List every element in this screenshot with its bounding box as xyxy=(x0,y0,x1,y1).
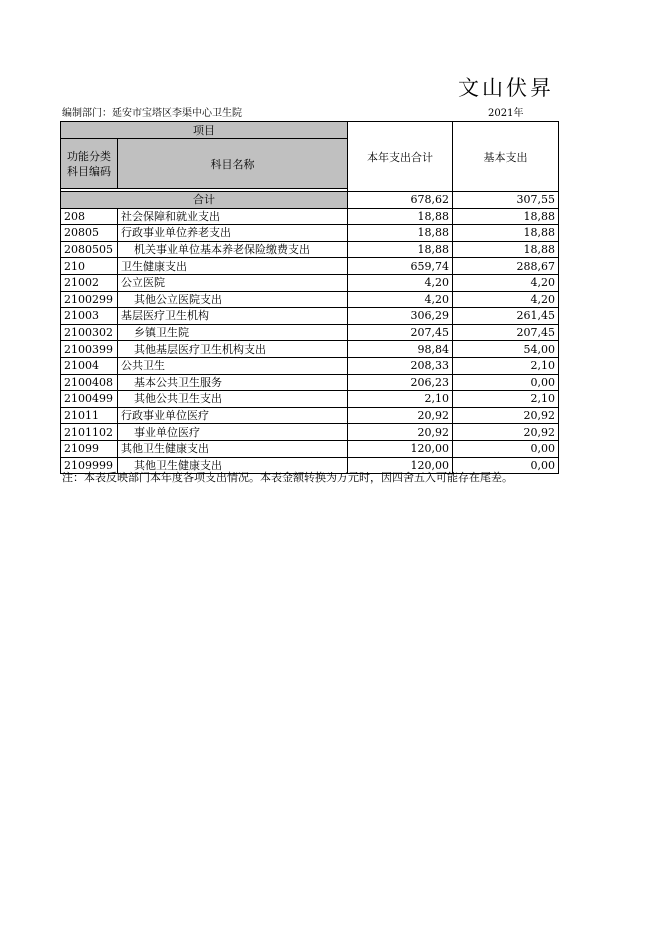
row-total: 206,23 xyxy=(348,374,453,391)
row-name: 公立医院 xyxy=(118,274,348,291)
row-total: 207,45 xyxy=(348,324,453,341)
row-code: 20805 xyxy=(61,225,118,242)
row-name: 社会保障和就业支出 xyxy=(118,208,348,225)
total-row xyxy=(61,192,559,209)
row-basic: 0,00 xyxy=(453,457,559,474)
row-basic: 54,00 xyxy=(453,341,559,358)
row-basic: 18,88 xyxy=(453,241,559,258)
row-basic: 20,92 xyxy=(453,424,559,441)
row-total: 2,10 xyxy=(348,391,453,408)
row-name: 其他公共卫生支出 xyxy=(118,391,348,408)
table-row xyxy=(61,291,559,308)
row-code: 2109999 xyxy=(61,457,118,474)
row-total: 120,00 xyxy=(348,440,453,457)
row-basic: 2,10 xyxy=(453,357,559,374)
row-basic: 2,10 xyxy=(453,391,559,408)
row-code: 21003 xyxy=(61,308,118,325)
row-code: 21011 xyxy=(61,407,118,424)
row-name: 其他卫生健康支出 xyxy=(118,440,348,457)
table-row xyxy=(61,391,559,408)
table-row xyxy=(61,241,559,258)
row-total: 208,33 xyxy=(348,357,453,374)
row-total: 18,88 xyxy=(348,241,453,258)
row-total: 18,88 xyxy=(348,208,453,225)
row-total: 98,84 xyxy=(348,341,453,358)
row-total: 4,20 xyxy=(348,291,453,308)
row-name: 公共卫生 xyxy=(118,357,348,374)
row-code: 2100499 xyxy=(61,391,118,408)
row-basic: 4,20 xyxy=(453,274,559,291)
row-code: 21004 xyxy=(61,357,118,374)
table-row xyxy=(61,341,559,358)
row-name: 其他公立医院支出 xyxy=(118,291,348,308)
header-total-expenditure: 本年支出合计 xyxy=(348,122,453,192)
table-row xyxy=(61,424,559,441)
table-row xyxy=(61,440,559,457)
row-basic: 4,20 xyxy=(453,291,559,308)
header-group-project: 项目 xyxy=(61,122,348,139)
compiling-unit: 编制部门：延安市宝塔区李渠中心卫生院 xyxy=(62,108,242,119)
table-row xyxy=(61,324,559,341)
row-code: 2100408 xyxy=(61,374,118,391)
row-name: 行政事业单位养老支出 xyxy=(118,225,348,242)
row-basic: 18,88 xyxy=(453,225,559,242)
table-row xyxy=(61,274,559,291)
row-name: 事业单位医疗 xyxy=(118,424,348,441)
row-code: 2101102 xyxy=(61,424,118,441)
row-name: 其他卫生健康支出 xyxy=(118,457,348,474)
row-name: 乡镇卫生院 xyxy=(118,324,348,341)
row-name: 机关事业单位基本养老保险缴费支出 xyxy=(118,241,348,258)
header-subject-name: 科目名称 xyxy=(118,139,348,189)
table-row xyxy=(61,258,559,275)
row-basic: 207,45 xyxy=(453,324,559,341)
row-basic: 288,67 xyxy=(453,258,559,275)
row-basic: 0,00 xyxy=(453,440,559,457)
row-total: 120,00 xyxy=(348,457,453,474)
row-total: 4,20 xyxy=(348,274,453,291)
row-total: 20,92 xyxy=(348,407,453,424)
row-total: 18,88 xyxy=(348,225,453,242)
row-total: 659,74 xyxy=(348,258,453,275)
row-code: 208 xyxy=(61,208,118,225)
row-code: 2100399 xyxy=(61,341,118,358)
row-basic: 0,00 xyxy=(453,374,559,391)
row-name: 基本公共卫生服务 xyxy=(118,374,348,391)
row-basic: 261,45 xyxy=(453,308,559,325)
table-row xyxy=(61,208,559,225)
row-code: 21002 xyxy=(61,274,118,291)
total-label: 合计 xyxy=(61,192,348,209)
report-year: 2021年 xyxy=(488,108,524,119)
row-code: 2080505 xyxy=(61,241,118,258)
expenditure-table xyxy=(60,121,559,474)
table-row xyxy=(61,407,559,424)
row-code: 2100302 xyxy=(61,324,118,341)
header-function-code: 功能分类 科目编码 xyxy=(61,139,118,189)
row-name: 其他基层医疗卫生机构支出 xyxy=(118,341,348,358)
table-row xyxy=(61,308,559,325)
table-row xyxy=(61,374,559,391)
table-row xyxy=(61,357,559,374)
total-amount: 678,62 xyxy=(348,192,453,209)
row-basic: 20,92 xyxy=(453,407,559,424)
row-total: 20,92 xyxy=(348,424,453,441)
row-code: 210 xyxy=(61,258,118,275)
page-title: 文山伏昇 xyxy=(458,76,554,100)
table-row xyxy=(61,225,559,242)
row-name: 卫生健康支出 xyxy=(118,258,348,275)
row-code: 2100299 xyxy=(61,291,118,308)
row-name: 基层医疗卫生机构 xyxy=(118,308,348,325)
total-basic-amount: 307,55 xyxy=(453,192,559,209)
row-code: 21099 xyxy=(61,440,118,457)
row-name: 行政事业单位医疗 xyxy=(118,407,348,424)
footnote: 注：本表反映部门本年度各项支出情况。本表金额转换为万元时，因四舍五入可能存在尾差。 xyxy=(62,471,513,484)
header-basic-expenditure: 基本支出 xyxy=(453,122,559,192)
row-basic: 18,88 xyxy=(453,208,559,225)
row-total: 306,29 xyxy=(348,308,453,325)
